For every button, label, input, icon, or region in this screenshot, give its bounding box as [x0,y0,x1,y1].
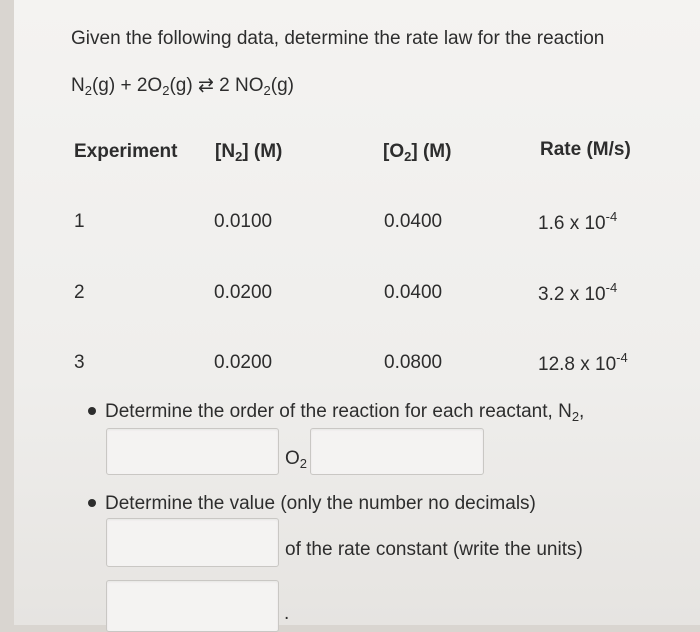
question-page [14,0,700,625]
reaction-equation: $N_2(g) + 2O_2(g)$ ⇄ 2 $NO_2(g)$ [71,75,294,98]
task-value-text: Determine the value (only the number no decimals) [105,493,536,514]
row2-rate: 3.2 x $10^{-4}$ [538,280,618,305]
header-rate: Rate (M/s) [540,139,631,160]
header-experiment: Experiment [74,141,178,162]
row1-experiment: 1 [74,211,85,232]
n2-order-input[interactable] [106,428,279,475]
row2-n2: 0.0200 [214,282,273,303]
header-n2-concentration: $[N_2]$ (M) [215,141,283,164]
o2-order-label: $O_2$ [285,448,308,471]
header-o2-concentration: $[O_2]$ (M) [383,141,452,164]
row3-o2: 0.0800 [384,352,443,373]
row3-experiment: 3 [74,352,85,373]
row1-n2: 0.0100 [214,211,273,232]
rate-constant-value-input[interactable] [106,518,279,567]
task-order-text: Determine the order of the reaction for each reactant, $N_2$, [105,401,585,424]
o2-order-input[interactable] [310,428,484,475]
equilibrium-arrow-icon: ⇄ [197,75,214,96]
row1-rate: 1.6 x $10^{-4}$ [538,209,618,234]
row3-n2: 0.0200 [214,352,273,373]
rate-constant-units-label: of the rate constant (write the units) [285,539,583,560]
question-prompt: Given the following data, determine the rate law for the reaction [71,28,605,49]
row2-experiment: 2 [74,282,85,303]
row2-o2: 0.0400 [384,282,443,303]
row1-o2: 0.0400 [384,211,443,232]
trailing-dot: . [284,603,290,624]
bullet-icon [88,407,96,415]
bullet-icon [88,499,96,507]
rate-constant-units-input[interactable] [106,580,279,632]
row3-rate: 12.8 x $10^{-4}$ [538,350,628,375]
